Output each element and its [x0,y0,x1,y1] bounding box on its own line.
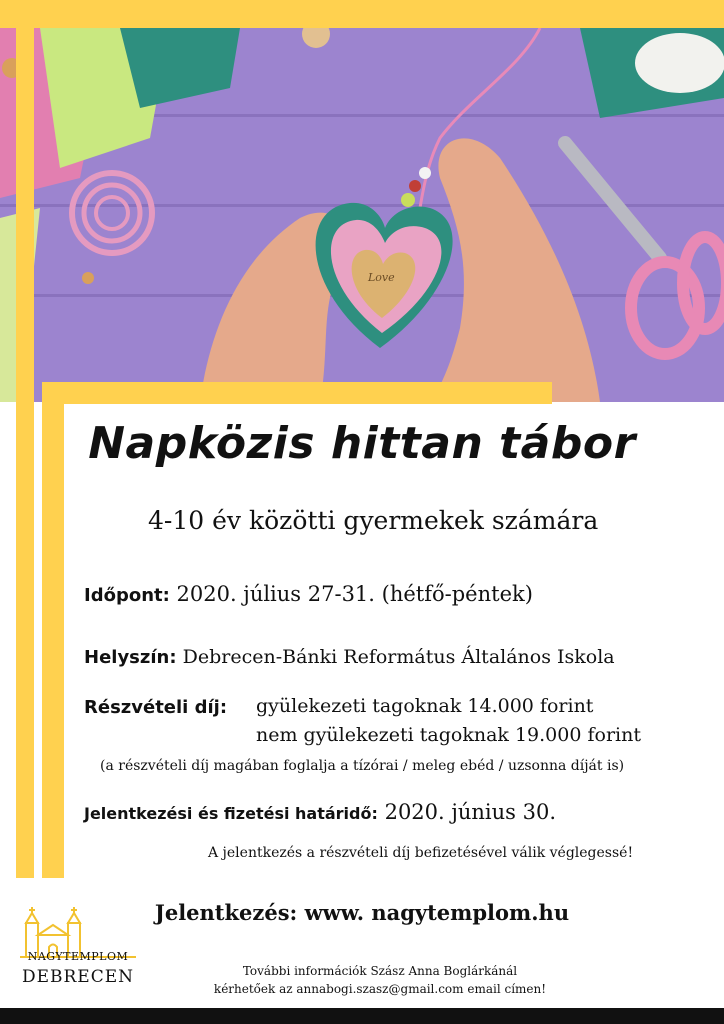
deadline-value: 2020. június 30. [384,800,557,824]
bottom-black-bar [0,1008,724,1024]
deadline-label: Jelentkezési és fizetési határidő: [84,804,378,823]
header-photo [0,28,724,402]
fee-note: (a részvételi díj magában foglalja a tízórai / meleg ebéd / uzsonna díját is) [100,758,625,774]
time-value: 2020. július 27-31. (hétfő-péntek) [176,582,533,606]
footer-line1: További információk Szász Anna Boglárkánál [242,964,518,978]
time-row [84,582,533,606]
fee-line-nonmembers: nem gyülekezeti tagoknak 19.000 forint [256,724,641,746]
registration-text: Jelentkezés: www. nagytemplom.hu [154,900,570,925]
top-yellow-stripe [0,0,724,28]
place-label: Helyszín: [84,647,177,668]
footer-line2: kérhetőek az annabogi.szasz@gmail.com email címen! [213,982,547,996]
love-text: Love [368,271,395,284]
logo-line1: NAGYTEMPLOM [27,950,129,963]
place-value: Debrecen-Bánki Református Általános Iskola [182,646,615,668]
final-note: A jelentkezés a részvételi díj befizetésével válik véglegessé! [208,845,634,861]
craft-hands-illustration [0,28,724,402]
inner-yellow-bar-top [42,382,552,404]
nagytemplom-logo [18,905,138,1000]
poster-title: Napközis hittan tábor [88,418,636,469]
poster-subtitle: 4-10 év közötti gyermekek számára [148,506,599,535]
logo-line2: DEBRECEN [21,967,135,987]
fee-label: Részvételi díj: [84,697,228,718]
deadline-row [84,800,556,824]
fee-line-members: gyülekezeti tagoknak 14.000 forint [256,695,594,717]
place-row [84,646,615,668]
time-label: Időpont: [84,585,170,606]
